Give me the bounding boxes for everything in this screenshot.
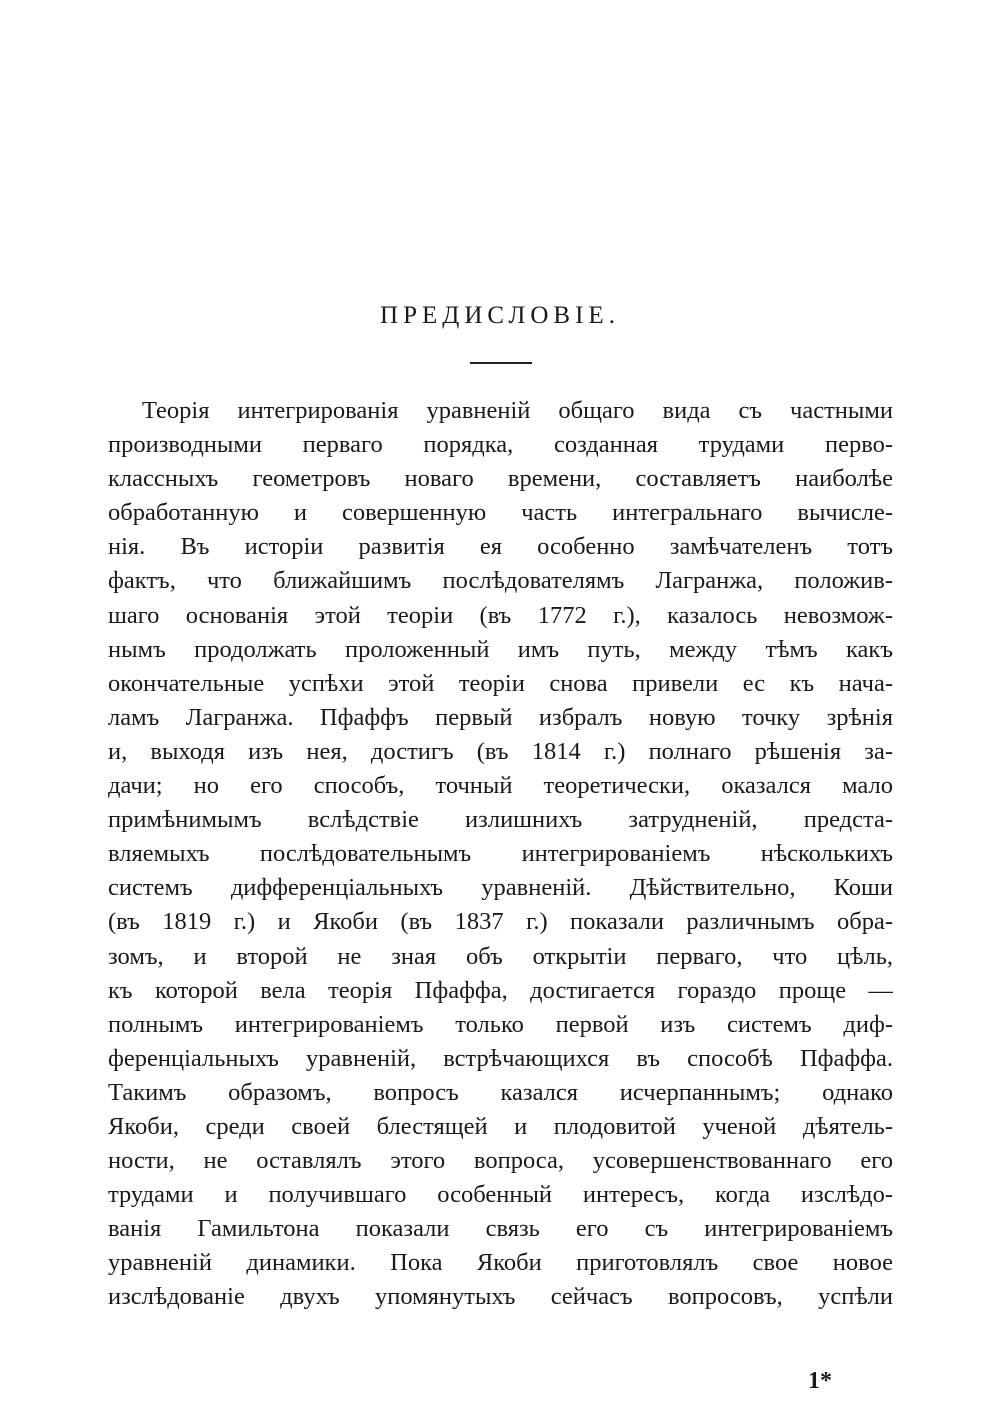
text-line: уравненій динамики. Пока Якоби приготовлялъ свое новое (108, 1249, 893, 1277)
text-line: производными перваго порядка, созданная трудами перво- (108, 431, 893, 459)
text-line: системъ дифференціальныхъ уравненій. Дѣйствительно, Коши (108, 874, 893, 902)
text-line: дачи; но его способъ, точный теоретически, оказался мало (108, 772, 893, 800)
text-line: ламъ Лагранжа. Пфаффъ первый избралъ новую точку зрѣнія (108, 703, 893, 731)
preface-paragraph (108, 394, 893, 1315)
text-line: окончательные успѣхи этой теоріи снова привели ес къ нача- (108, 669, 893, 697)
text-line: Такимъ образомъ, вопросъ казался исчерпаннымъ; однако (108, 1078, 893, 1106)
page-number: 1* (808, 1368, 832, 1394)
text-line: фактъ, что ближайшимъ послѣдователямъ Лагранжа, положив- (108, 567, 893, 595)
text-line: и, выходя изъ нея, достигъ (въ 1814 г.) полнаго рѣшенія за- (108, 737, 893, 765)
text-line: классныхъ геометровъ новаго времени, составляетъ наиболѣе (108, 465, 893, 493)
page-title: ПРЕДИСЛОВІЕ. (380, 302, 620, 329)
text-line: изслѣдованіе двухъ упомянутыхъ сейчасъ вопросовъ, успѣли (108, 1283, 893, 1311)
text-line: Теорія интегрированія уравненій общаго вида съ частными (142, 397, 893, 424)
text-line: примѣнимымъ вслѣдствіе излишнихъ затрудненій, предста- (108, 806, 893, 834)
text-line: ности, не оставлялъ этого вопроса, усовершенствованнаго его (108, 1147, 893, 1175)
text-line: полнымъ интегрированіемъ только первой изъ системъ диф- (108, 1010, 893, 1038)
text-line: трудами и получившаго особенный интересъ, когда изслѣдо- (108, 1181, 893, 1209)
text-line: обработанную и совершенную часть интегральнаго вычисле- (108, 499, 893, 527)
text-line: ванія Гамильтона показали связь его съ интегрированіемъ (108, 1215, 893, 1243)
text-line: ференціальныхъ уравненій, встрѣчающихся въ способѣ Пфаффа. (108, 1044, 893, 1072)
text-line: вляемыхъ послѣдовательнымъ интегрированіемъ нѣсколькихъ (108, 840, 893, 868)
text-line: нымъ продолжать проложенный имъ путь, между тѣмъ какъ (108, 635, 893, 663)
title-divider (470, 362, 532, 364)
text-line: нія. Въ исторіи развитія ея особенно замѣчателенъ тотъ (108, 533, 893, 561)
text-line: шаго основанія этой теоріи (въ 1772 г.), казалось невозмож- (108, 601, 893, 629)
text-line: къ которой вела теорія Пфаффа, достигается гораздо проще — (108, 976, 893, 1004)
text-line: (въ 1819 г.) и Якоби (въ 1837 г.) показали различнымъ обра- (108, 908, 893, 936)
text-line: Якоби, среди своей блестящей и плодовитой ученой дѣятель- (108, 1112, 893, 1140)
text-line: зомъ, и второй не зная объ открытіи перваго, что цѣль, (108, 942, 893, 970)
